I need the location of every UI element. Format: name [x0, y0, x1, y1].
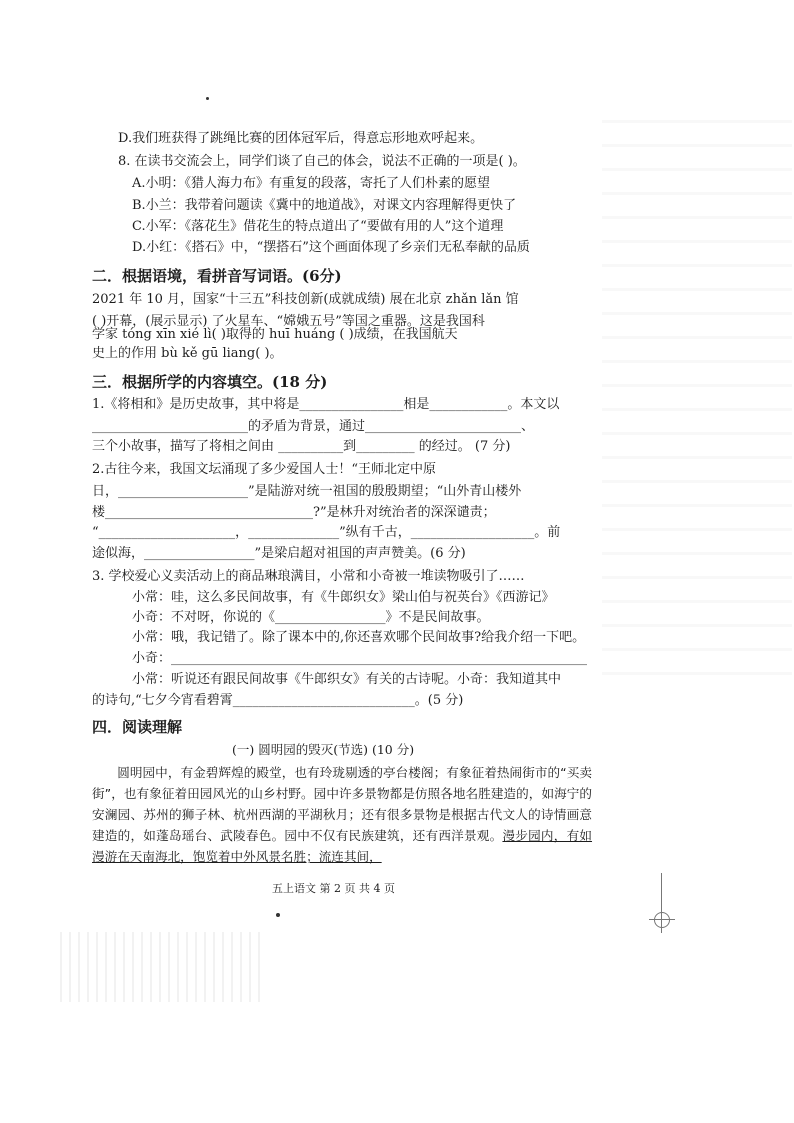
section4-heading: 四．阅读理解 — [92, 718, 183, 736]
section3-line: 三个小故事，描写了将相之间由 __________到_________ 的经过。 (7 分) — [92, 439, 511, 454]
reading-passage — [92, 762, 592, 867]
section3-dialogue: 小奇：________________________________________________________________ — [132, 651, 588, 666]
section2-heading: 二．根据语境，看拼音写词语。(6分) — [92, 267, 342, 285]
section3-line: “_____________________，______________”纵有千古，___________________。前 — [92, 525, 561, 540]
section3-line: ________________________的矛盾为背景，通过________________________、 — [92, 419, 535, 434]
section3-line: 楼________________________________?”是林升对统治者的深深谴责； — [92, 505, 496, 520]
section3-dialogue: 小常：听说还有跟民间故事《牛郎织女》有关的古诗呢。小奇：我知道其中 — [132, 672, 562, 687]
scan-speck — [206, 97, 209, 100]
passage-underlined-text: 漫步园内，有如漫游在天南海北，饱览着中外风景名胜；流连其间， — [92, 828, 593, 864]
section3-line: 1.《将相和》是历史故事，其中将是________________相是____________。本文以 — [92, 397, 560, 412]
q8-option-a: A.小明：《猎人海力布》有重复的段落，寄托了人们朴素的愿望 — [132, 176, 491, 191]
passage-text: 圆明园中，有金碧辉煌的殿堂，也有玲珑剔透的亭台楼阁；有象征着热闹街市的“买卖街”，也有象征着田园风光的山乡村野。园中许多景物都是仿照各地名胜建造的，如海宁的安澜园、苏州的狮子林、杭州西湖的平湖秋月；还有很多景物是根据古代文人的诗情画意建造的，如蓬岛瑶台、武陵春色。园中不仅有民族建筑，还有西洋景观。 — [92, 765, 592, 843]
q8-option-d: D.小红：《搭石》中，“摆搭石”这个画面体现了乡亲们无私奉献的品质 — [132, 240, 530, 255]
section2-line: ( )开幕，(展示显示) 了火星车、“嫦娥五号”等国之重器。这是我国科 — [92, 314, 485, 329]
registration-mark — [654, 912, 670, 928]
section3-dialogue: 小常：哦，我记错了。除了课本中的,你还喜欢哪个民间故事?给我介绍一下吧。 — [132, 630, 586, 645]
section3-line: 的诗句,“七夕今宵看碧霄____________________________。(5 分) — [92, 693, 464, 708]
page-footer: 五上语文 第 2 页 共 4 页 — [272, 882, 395, 895]
section3-dialogue: 小常：哇，这么多民间故事，有《牛郎织女》梁山伯与祝英台》《西游记》 — [132, 590, 555, 605]
scan-speck — [276, 913, 280, 917]
reading-title: (一) 圆明园的毁灭(节选) (10 分) — [232, 742, 415, 757]
q8-option-b: B.小兰：我带着问题读《冀中的地道战》，对课文内容理解得更快了 — [132, 198, 517, 213]
section3-line: 3. 学校爱心义卖活动上的商品琳琅满目，小常和小奇被一堆读物吸引了…… — [92, 569, 525, 584]
q8-stem: 8. 在读书交流会上，同学们谈了自己的体会，说法不正确的一项是( )。 — [118, 154, 526, 169]
section2-line: 2021 年 10 月，国家“十三五”科技创新(成就成绩) 展在北京 zhǎn lǎn 馆 — [92, 292, 519, 307]
section3-line: 日，____________________”是陆游对统一祖国的殷殷期望；“山外青山楼外 — [92, 484, 522, 499]
section2-line: 学家 tóng xīn xié lì( )取得的 huī huáng ( )成绩，在我国航天 — [92, 327, 458, 342]
section3-line: 2.古往今来，我国文坛涌现了多少爱国人士！“王师北定中原 — [92, 462, 437, 477]
section3-heading: 三．根据所学的内容填空。(18 分) — [92, 373, 328, 391]
section3-line: 途似海，_________________”是梁启超对祖国的声声赞美。(6 分) — [92, 546, 466, 561]
q8-option-c: C.小军：《落花生》借花生的特点道出了“要做有用的人”这个道理 — [132, 219, 504, 234]
scan-noise — [60, 932, 260, 1002]
q7-option-d: D.我们班获得了跳绳比赛的团体冠军后，得意忘形地欢呼起来。 — [118, 131, 484, 146]
section2-line: 史上的作用 bù kě gū liang( )。 — [92, 346, 283, 361]
section3-dialogue: 小奇：不对呀，你说的《_________________》不是民间故事。 — [132, 610, 490, 625]
